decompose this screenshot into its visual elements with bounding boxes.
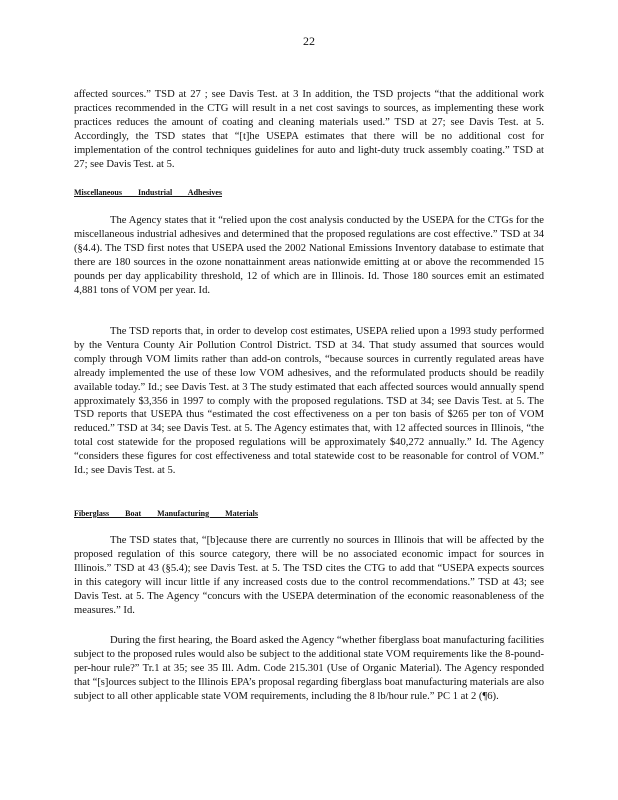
paragraph-adhesives-cost-analysis: The Agency states that it “relied upon the cost analysis conducted by the USEPA for the CTGs for the miscellaneous industrial adhesives and determined that the proposed regulations are cost effective.” TSD at 34 (§4.4). The TSD first notes that USEPA used the 2002 National Emissions Inventory database to estimate that there are 180 sources in the ozone nonattainment areas nationwide emitting at or above the recommended 15 pounds per day applicability threshold, 12 of which are in Illinois. Id. Those 180 sources emit an estimated 4,881 tons of VOM per year. Id. xyxy=(74,215,544,296)
paragraph-fiberglass-economic-impact: The TSD states that, “[b]ecause there are currently no sources in Illinois that will be affected by the proposed regulation of this source category, there will be no associated economic impact for sources in Illinois.” TSD at 43 (§5.4); see Davis Test. at 5. The TSD cites the CTG to add that “USEPA expects sources in this category will incur little if any increased costs due to the control recommendations.” TSD at 43; see Davis Test. at 5. The Agency “concurs with the USEPA determination of the economic reasonableness of the measures.” Id. xyxy=(74,535,544,616)
heading-fiberglass-boat-manufacturing-materials: Fiberglass Boat Manufacturing Materials xyxy=(74,509,258,518)
paragraph-auto-coating-cost: affected sources.” TSD at 27 ; see Davis Test. at 3 In addition, the TSD projects “that the additional work practices recommended in the CTG will result in a net cost savings to sources, as implementing these work practices reduces the amount of coating and cleaning materials used.” TSD at 27; see Davis Test. at 5. Accordingly, the TSD states that “[t]he USEPA estimates that there will be no additional cost for implementation of the control techniques guidelines for auto and light-duty truck assembly coating.” TSD at 27; see Davis Test. at 5. xyxy=(74,89,544,170)
paragraph-fiberglass-hearing-question: During the first hearing, the Board asked the Agency “whether fiberglass boat manufacturing facilities subject to the proposed rules would also be subject to the additional state VOM requirements like the 8-pound-per-hour rule?” Tr.1 at 35; see 35 Ill. Adm. Code 215.301 (Use of Organic Material). The Agency responded that “[s]ources subject to the Illinois EPA’s proposal regarding fiberglass boat manufacturing materials are also subject to all other applicable state VOM requirements, including the 8 lb/hour rule.” PC 1 at 2 (¶6). xyxy=(74,635,544,702)
paragraph-adhesives-cost-estimates: The TSD reports that, in order to develop cost estimates, USEPA relied upon a 1993 study performed by the Ventura County Air Pollution Control District. TSD at 34. That study assumed that sources would comply through VOM limits rather than add-on controls, “because sources in currently regulated areas have already implemented the use of these low VOM adhesives, and the reformulated products should be readily available today.” Id.; see Davis Test. at 3 The study estimated that each affected sources would annually spend approximately $3,356 in 1997 to comply with the proposed regulations. TSD at 34; see Davis Test. at 5. The TSD reports that USEPA thus “estimated the cost effectiveness on a per ton basis of $265 per ton of VOM reduced.” TSD at 34; see Davis Test. at 5. The Agency estimates that, with 12 affected sources in Illinois, “the total cost statewide for the proposed regulations will be approximately $40,272 annually.” Id. The Agency “considers these figures for cost effectiveness and total statewide cost to be reasonable for control of VOM.” Id.; see Davis Test. at 5. xyxy=(74,326,544,477)
heading-miscellaneous-industrial-adhesives: Miscellaneous Industrial Adhesives xyxy=(74,188,223,197)
page-number: 22 xyxy=(303,34,315,48)
